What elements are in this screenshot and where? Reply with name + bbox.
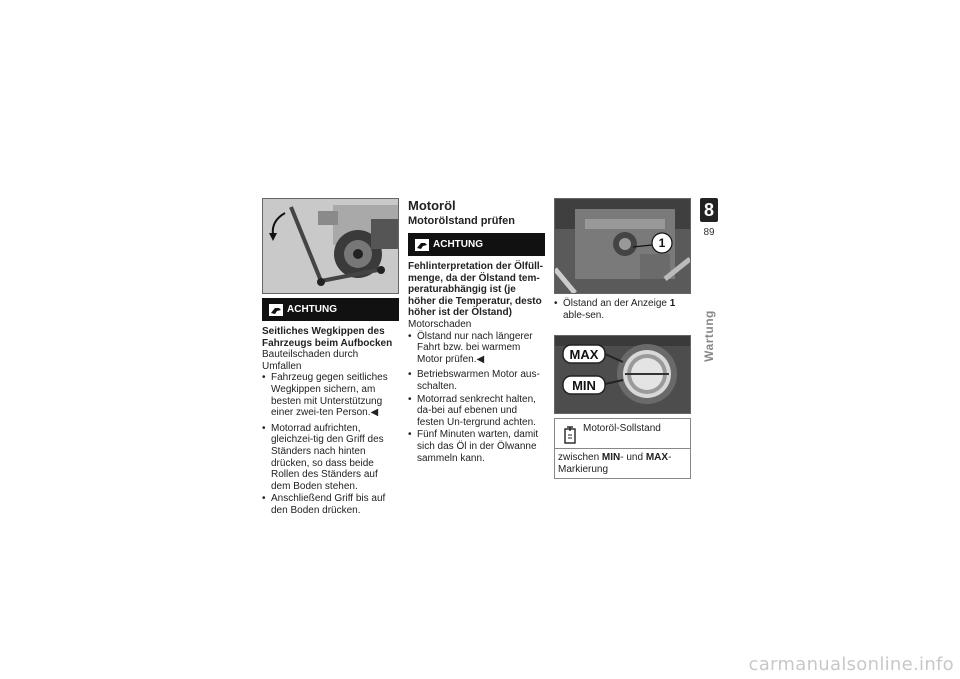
- oil-gauge-photo: [554, 335, 691, 414]
- list-item: • Anschließend Griff bis auf den Boden drücken.: [262, 493, 399, 516]
- engine-illustration: [555, 199, 690, 293]
- spec-max-label: MAX: [645, 452, 669, 464]
- warning-label: ACHTUNG: [433, 238, 483, 250]
- list-item: • Fahrzeug gegen seitliches Wegkippen sichern, am besten mit Unterstützung einer zwei-ten Person.◀: [262, 372, 399, 418]
- spec-text-prefix: zwischen: [558, 452, 602, 464]
- spec-box: [554, 418, 691, 479]
- warning-hand-icon: [269, 304, 283, 316]
- warning-hand-icon: [415, 239, 429, 251]
- right-column: [554, 198, 691, 479]
- watermark: carmanualsonline.info: [748, 654, 954, 675]
- warning-subject: Bauteilschaden durch Umfallen: [262, 349, 359, 372]
- warning-bullets: [408, 331, 545, 465]
- section-heading: Motoröl: [408, 198, 456, 213]
- gauge-min-label: MIN: [572, 378, 596, 394]
- engine-photo: [554, 198, 691, 294]
- warning-banner: [408, 233, 545, 256]
- left-column: [262, 198, 399, 518]
- spec-text-suffix: -Markierung: [558, 452, 672, 475]
- step-prefix: Ölstand an der Anzeige: [563, 298, 670, 309]
- gauge-max-label: MAX: [569, 347, 599, 363]
- list-item: • Betriebswarmen Motor aus-schalten.: [408, 369, 545, 392]
- spec-min-label: MIN: [601, 452, 621, 464]
- subsection-heading: Motorölstand prüfen: [408, 215, 515, 227]
- section-name: Wartung: [702, 310, 716, 362]
- spec-title: Motoröl-Sollstand: [583, 423, 661, 435]
- list-item: • Motorrad senkrecht halten, da-bei auf ebenen und festen Un-tergrund achten.: [408, 394, 545, 429]
- middle-column: [408, 198, 545, 465]
- warning-subject: Motorschaden: [408, 318, 472, 330]
- list-item: [554, 298, 691, 321]
- oil-gauge-illustration: [555, 336, 690, 413]
- warning-label: ACHTUNG: [287, 303, 337, 315]
- list-item: • Fünf Minuten warten, damit sich das Öl in der Ölwanne sammeln kann.: [408, 429, 545, 464]
- photo-callout: 1: [658, 236, 666, 250]
- check-step-list: [554, 298, 691, 321]
- chapter-number: 8: [700, 198, 718, 222]
- warning-banner: [262, 298, 399, 321]
- list-item: • Motorrad aufrichten, gleichzei-tig den Griff des Ständers nach hinten drücken, so dass beide Rollen des Ständers auf dem Boden stehen.: [262, 423, 399, 493]
- spec-value: [555, 449, 690, 478]
- step-suffix: able-sen.: [563, 309, 605, 321]
- spec-text-middle: - und: [620, 452, 646, 464]
- page-number: 89: [703, 227, 715, 238]
- warning-title: Fehlinterpretation der Ölfüll-menge, da der Ölstand tem-peraturabhängig ist (je höher die Temperatur, desto höher ist der Ölstand): [408, 261, 544, 319]
- warning-title: Seitliches Wegkippen des Fahrzeugs beim Aufbocken: [262, 326, 393, 349]
- list-item: • Ölstand nur nach längerer Fahrt bzw. bei warmem Motor prüfen.◀: [408, 331, 545, 366]
- warning-bullets: [262, 372, 399, 516]
- stand-illustration: [263, 199, 398, 293]
- step-ref: 1: [669, 298, 676, 309]
- oil-can-icon: [563, 425, 577, 445]
- spec-header: [555, 419, 690, 449]
- stand-photo: [262, 198, 399, 294]
